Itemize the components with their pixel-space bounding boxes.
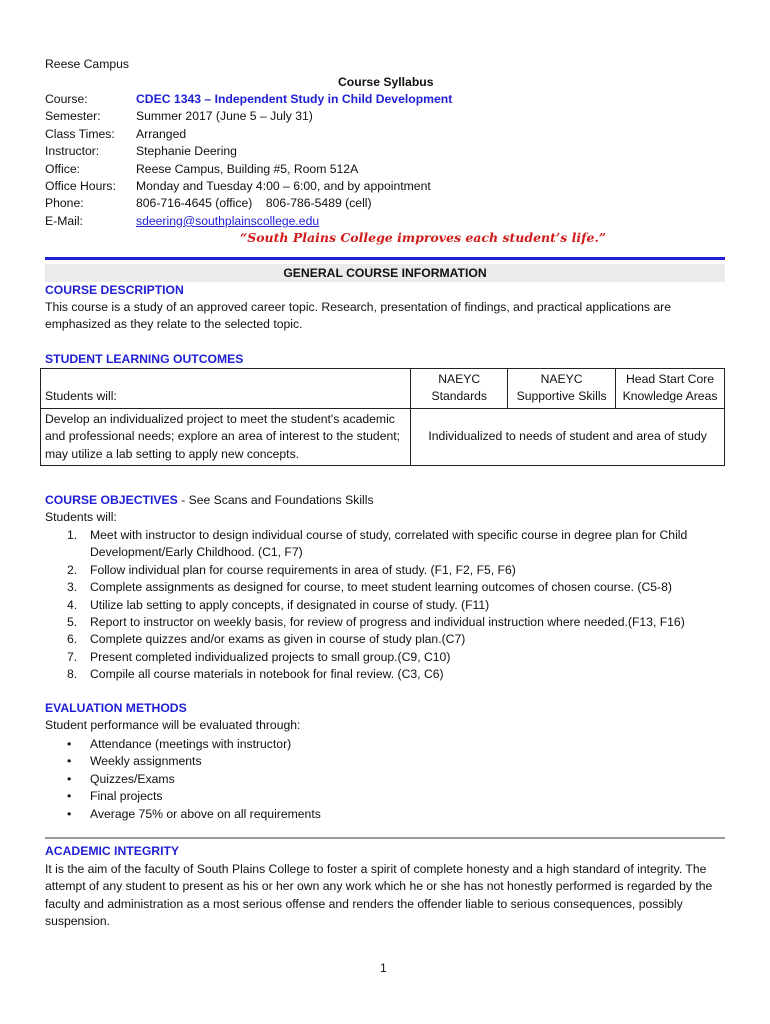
slo-heading: STUDENT LEARNING OUTCOMES (45, 352, 244, 366)
integrity-text: It is the aim of the faculty of South Plains College to foster a spirit of complete honesty and a high standard of integrity. The attempt of any student to present as his or her own any work which he or she has not honestly performed is regarded by the faculty and administration as a most serious offense and renders the offender liable to serious consequences, possibly suspension. (45, 862, 713, 929)
objective-text: Complete quizzes and/or exams as given in course of study plan.(C7) (90, 632, 466, 647)
phone-value: 806-716-4645 (office) 806-786-5489 (cell) (136, 196, 372, 211)
evaluation-item-text: Weekly assignments (90, 754, 202, 769)
syllabus-page: Reese Campus Course Syllabus Course: CDEC 1343 – Independent Study in Child Development Semester: Summer 2017 (June 5 – July 31) Class Times: Arranged Instructor: Stephanie Deering Office: Reese Campus, Building #5, Room 512A Office Hours: Monday and Tuesday 4:00 – 6:00, and by appointment Phone: 806-716-4645 (office) 806-786-5489 (cell) E-Mail: sdeering@southplainscollege.edu “South Plains College improves each student’s life.” GENERAL COURSE INFORMATION COURSE DESCRIPTION This course is a study of an approved career topic. Research, presentation of findings, and practical applications are emphasized as they relate to the selected topic. STUDENT LEARNING OUTCOMES Students will: NAEYC Standards NAEYC Supportive Skills Head Start Core Knowledge Areas Develop an individualized project to meet the student's academic and professional needs; explore an area of interest to the student; may utilize a lab setting to apply new concepts. Individualized to needs of student and area of study COURSE OBJECTIVES - See Scans and Foundations Skills Students will: 1. Meet with instructor to design individual course of study, correlated with specific course in degree plan for Child Development/Early Childhood. (C1, F7) 2. Follow individual plan for course requirements in area of study. (F1, F2, F5, F6) 3. Complete assignments as designed for course, to meet student learning outcomes of chosen course. (C5-8) 4. Utilize lab setting to apply concepts, if designated in course of study. (F11) 5. Report to instructor on weekly basis, for review of progress and individual instruction where needed.(F13, F16) 6. Complete quizzes and/or exams as given in course of study plan.(C7) 7. Present completed individualized projects to small group.(C9, C10) 8. Compile all course materials in notebook for final review. (C3, C6) EVALUATION METHODS Student performance will be evaluated through: • Attendance (meetings with instructor) • Weekly assignments • Quizzes/Exams • Final projects • Average 75% or above on all requirements ACADEMIC INTEGRITY It is the aim of the faculty of South Plains College to foster a spirit of complete honesty and a high standard of integrity. The attempt of any student to present as his or her own any work which he or she has not honestly performed is regarded by the faculty and administration as a most serious offense and renders the offender liable to serious consequences, possibly suspension. 1 (0, 0, 770, 1024)
course-description-text: This course is a study of an approved career topic. Research, presentation of findings, and practical applications are emphasized as they relate to the selected topic. (45, 300, 671, 332)
slo-head-start-header: Head Start Core Knowledge Areas (616, 369, 725, 409)
evaluation-item-text: Attendance (meetings with instructor) (90, 737, 292, 751)
course-label: Course: (45, 92, 88, 106)
objective-text: Complete assignments as designed for course, to meet student learning outcomes of chosen course. (C5-8) (90, 580, 672, 595)
slo-header-row (41, 369, 725, 409)
objective-text: Follow individual plan for course requirements in area of study. (F1, F2, F5, F6) (90, 562, 516, 577)
header-divider (45, 257, 725, 260)
slo-table (40, 368, 725, 466)
objective-text: Compile all course materials in notebook for final review. (C3, C6) (90, 667, 444, 682)
slo-alignment-text: Individualized to needs of student and area of study (411, 408, 725, 465)
office-hours-label: Office Hours: (45, 179, 116, 193)
objectives-heading-suffix: - See Scans and Foundations Skills (177, 493, 374, 507)
semester-value: Summer 2017 (June 5 – July 31) (136, 109, 313, 124)
email-label: E-Mail: (45, 213, 83, 228)
general-info-heading: GENERAL COURSE INFORMATION (45, 264, 725, 282)
evaluation-item-text: Quizzes/Exams (90, 771, 175, 786)
slo-students-header: Students will: (41, 369, 411, 409)
instructor-label: Instructor: (45, 144, 100, 159)
evaluation-item-text: Final projects (90, 789, 163, 804)
slo-outcome-row (41, 408, 725, 465)
course-value: CDEC 1343 – Independent Study in Child Development (136, 92, 453, 106)
course-description-heading: COURSE DESCRIPTION (45, 283, 184, 297)
college-motto: “South Plains College improves each student’s life.” (240, 230, 607, 245)
section-divider (45, 837, 725, 839)
evaluation-item-text: Average 75% or above on all requirements (90, 806, 321, 821)
email-link[interactable]: sdeering@southplainscollege.edu (136, 213, 320, 228)
class-times-value: Arranged (136, 126, 187, 141)
campus-name: Reese Campus (45, 57, 129, 71)
objectives-intro: Students will: (45, 510, 117, 525)
doc-title: Course Syllabus (338, 75, 434, 89)
integrity-heading: ACADEMIC INTEGRITY (45, 844, 180, 858)
phone-label: Phone: (45, 196, 84, 211)
objective-text: Meet with instructor to design individual course of study, correlated with specific course in degree plan for Child Development/Early Childhood. (C1, F7) (90, 528, 688, 560)
semester-label: Semester: (45, 109, 101, 124)
slo-naeyc-standards-header: NAEYC Standards (411, 369, 508, 409)
objectives-heading-line (45, 492, 374, 509)
office-value: Reese Campus, Building #5, Room 512A (136, 161, 359, 176)
objective-text: Report to instructor on weekly basis, for review of progress and individual instruction where needed.(F13, F16) (90, 615, 685, 629)
slo-outcome-text: Develop an individualized project to meet the student's academic and professional needs; explore an area of interest to the student; may utilize a lab setting to apply new concepts. (41, 408, 411, 465)
evaluation-intro: Student performance will be evaluated through: (45, 718, 301, 733)
objectives-heading: COURSE OBJECTIVES (45, 493, 178, 507)
office-hours-value: Monday and Tuesday 4:00 – 6:00, and by appointment (136, 179, 431, 193)
instructor-value: Stephanie Deering (136, 144, 237, 159)
office-label: Office: (45, 161, 80, 176)
objective-text: Present completed individualized projects to small group.(C9, C10) (90, 649, 451, 664)
slo-naeyc-skills-header: NAEYC Supportive Skills (508, 369, 616, 409)
class-times-label: Class Times: (45, 126, 115, 141)
page-number: 1 (380, 961, 387, 975)
evaluation-heading: EVALUATION METHODS (45, 701, 187, 715)
objective-text: Utilize lab setting to apply concepts, if designated in course of study. (F11) (90, 597, 490, 612)
